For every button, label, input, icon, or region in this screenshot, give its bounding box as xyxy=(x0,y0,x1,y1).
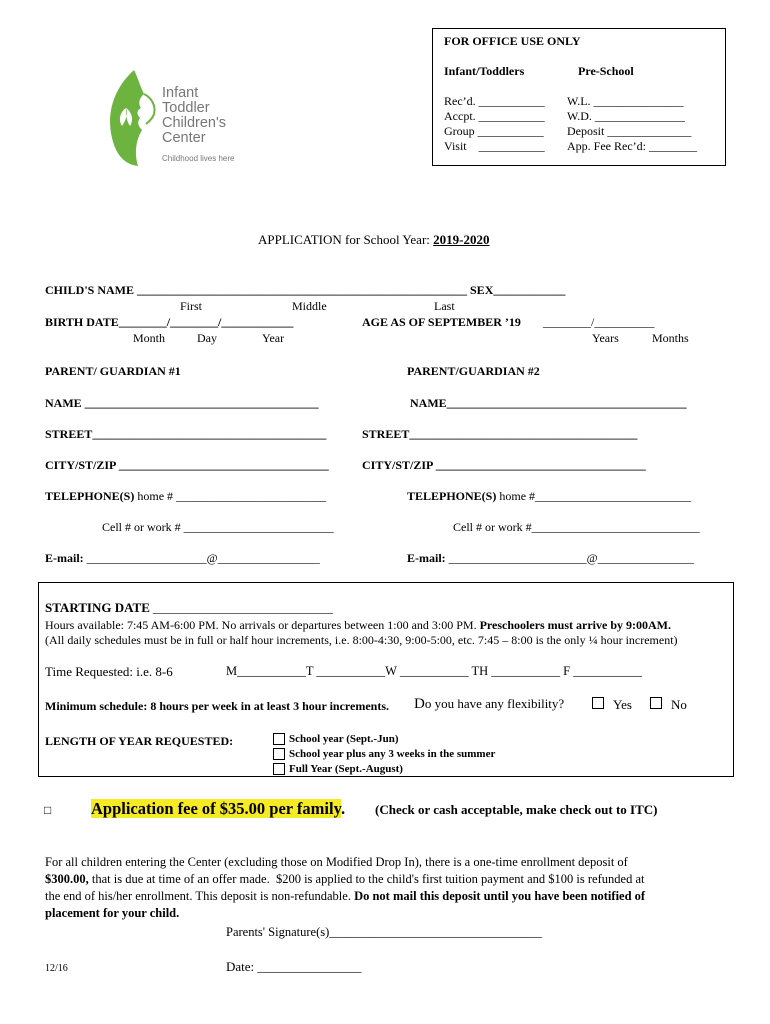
school-year-checkbox[interactable] xyxy=(273,733,285,745)
flexibility-text: o you have any flexibility? xyxy=(424,696,565,711)
office-group: Group ___________ xyxy=(444,124,544,138)
deposit-warning: Do not mail this deposit until you have been notified of xyxy=(354,889,646,903)
parent1-telephone-blank: home # _________________________ xyxy=(134,489,327,503)
office-col1-header: Infant/Toddlers xyxy=(444,64,525,78)
logo-line-2: Toddler xyxy=(162,100,210,116)
birth-date-field[interactable]: BIRTH DATE________/________/____________ xyxy=(45,315,294,329)
parent1-city-field[interactable]: CITY/ST/ZIP ___________________________________ xyxy=(45,458,329,472)
deposit-line-4: placement for your child. xyxy=(45,906,180,920)
school-year-summer-option: School year plus any 3 weeks in the summer xyxy=(289,748,496,760)
starting-date-field[interactable] xyxy=(45,600,333,616)
minimum-schedule: Minimum schedule: 8 hours per week in at least 3 hour increments. xyxy=(45,699,389,713)
months-label: Months xyxy=(652,331,689,345)
logo-line-1: Infant xyxy=(162,85,199,101)
office-accpt: Accpt. ___________ xyxy=(444,109,545,123)
parent1-telephone-label: TELEPHONE(S) xyxy=(45,489,135,503)
no-label: No xyxy=(671,697,687,712)
deposit-line-2 xyxy=(45,872,644,887)
flexibility-question xyxy=(414,696,564,713)
parent2-name-field[interactable]: NAME________________________________________ xyxy=(410,396,687,410)
parent2-telephone-field[interactable] xyxy=(407,489,691,504)
deposit-line-2-text: that is due at time of an offer made. $200 is applied to the child's first tuition payment and $100 is refunded at xyxy=(88,872,645,886)
flexibility-yes-checkbox[interactable] xyxy=(592,697,604,709)
fee-checkbox[interactable]: □ xyxy=(44,803,52,817)
day-label: Day xyxy=(197,331,217,345)
parents-signature-field[interactable]: Parents' Signature(s)__________________________________ xyxy=(226,925,542,939)
parent2-city-field[interactable]: CITY/ST/ZIP ___________________________________ xyxy=(362,458,646,472)
leaf-face-icon xyxy=(104,68,160,168)
parent2-email-blank: _______________________@________________ xyxy=(445,551,694,565)
parent1-street-field[interactable]: STREET_______________________________________ xyxy=(45,427,327,441)
preschool-arrival: Preschoolers must arrive by 9:00AM. xyxy=(479,618,671,632)
parent1-email-field[interactable] xyxy=(45,551,320,566)
schedule-note: (All daily schedules must be in full or half hour increments, i.e. 8:00-4:30, 9:00-5:00, etc. 7:45 – 8:00 is the only ¼ hour increment) xyxy=(45,633,678,647)
parent1-cell-field[interactable]: Cell # or work # _________________________ xyxy=(102,520,334,534)
office-deposit: Deposit ______________ xyxy=(567,124,692,138)
office-wl: W.L. _______________ xyxy=(567,94,684,108)
parent2-telephone-label: TELEPHONE(S) xyxy=(407,489,497,503)
age-label: AGE AS OF SEPTEMBER ’19 xyxy=(362,315,521,329)
parent1-telephone-field[interactable] xyxy=(45,489,326,504)
school-year: 2019-2020 xyxy=(433,232,490,247)
parent2-email-label: E-mail: xyxy=(407,551,446,565)
age-field[interactable]: ________/__________ xyxy=(543,315,655,329)
hours-text: Hours available: 7:45 AM-6:00 PM. No arrivals or departures between 1:00 and 3:00 PM. xyxy=(45,618,477,632)
heading-prefix: APPLICATION for School Year: xyxy=(258,232,430,247)
deposit-line-3 xyxy=(45,889,645,904)
middle-label: Middle xyxy=(292,299,327,313)
deposit-amount: $300.00, xyxy=(45,872,89,886)
parent2-street-field[interactable]: STREET______________________________________ xyxy=(362,427,638,441)
days-time-fields[interactable]: M___________T ___________W ___________ TH ___________ F ___________ xyxy=(226,664,642,678)
parent2-heading: PARENT/GUARDIAN #2 xyxy=(407,364,540,378)
parent1-name-field[interactable]: NAME _______________________________________ xyxy=(45,396,319,410)
application-fee-highlight: Application fee of $35.00 per family xyxy=(91,799,341,818)
yes-label: Yes xyxy=(613,697,632,712)
school-year-summer-checkbox[interactable] xyxy=(273,748,285,760)
deposit-line-3-text: the end of his/her enrollment. This deposit is non-refundable. xyxy=(45,889,351,903)
first-label: First xyxy=(180,299,203,313)
starting-date-label: STARTING DATE xyxy=(45,600,150,615)
parent2-telephone-blank: home #__________________________ xyxy=(496,489,692,503)
payment-note: (Check or cash acceptable, make check out to ITC) xyxy=(375,802,658,817)
length-of-year-label: LENGTH OF YEAR REQUESTED: xyxy=(45,734,234,748)
logo-line-4: Center xyxy=(162,130,206,146)
office-title: FOR OFFICE USE ONLY xyxy=(444,34,581,48)
itc-logo xyxy=(104,68,244,168)
application-fee xyxy=(91,799,345,819)
parent2-cell-field[interactable]: Cell # or work #____________________________ xyxy=(453,520,700,534)
application-heading xyxy=(258,232,489,248)
last-label: Last xyxy=(434,299,455,313)
hours-available xyxy=(45,618,671,633)
logo-line-3: Children's xyxy=(162,115,227,131)
years-label: Years xyxy=(592,331,619,345)
parent1-email-blank: ____________________@_________________ xyxy=(83,551,320,565)
parent1-email-label: E-mail: xyxy=(45,551,84,565)
childs-name-field[interactable]: CHILD'S NAME _______________________________________________________ SEX____________ xyxy=(45,283,566,297)
starting-date-blank: ______________________________ xyxy=(152,601,333,615)
office-wd: W.D. _______________ xyxy=(567,109,685,123)
year-label: Year xyxy=(262,331,285,345)
flexibility-d: D xyxy=(414,696,425,712)
school-year-option: School year (Sept.-Jun) xyxy=(289,733,399,745)
month-label: Month xyxy=(133,331,166,345)
deposit-line-1: For all children entering the Center (excluding those on Modified Drop In), there is a one-time enrollment deposit of xyxy=(45,855,628,869)
flexibility-no-checkbox[interactable] xyxy=(650,697,662,709)
form-version: 12/16 xyxy=(45,963,68,974)
office-col2-header: Pre-School xyxy=(578,64,634,78)
date-field[interactable]: Date: ________________ xyxy=(226,959,362,974)
time-requested-label: Time Requested: i.e. 8-6 xyxy=(45,664,173,679)
office-recd: Rec’d. ___________ xyxy=(444,94,545,108)
parent2-email-field[interactable] xyxy=(407,551,694,566)
office-visit: Visit ___________ xyxy=(444,139,545,153)
logo-tagline: Childhood lives here xyxy=(162,154,235,163)
full-year-checkbox[interactable] xyxy=(273,763,285,775)
application-fee-period: . xyxy=(340,799,346,818)
parent1-heading: PARENT/ GUARDIAN #1 xyxy=(45,364,181,378)
office-app-fee: App. Fee Rec’d: ________ xyxy=(567,139,697,153)
full-year-option: Full Year (Sept.-August) xyxy=(289,763,403,775)
